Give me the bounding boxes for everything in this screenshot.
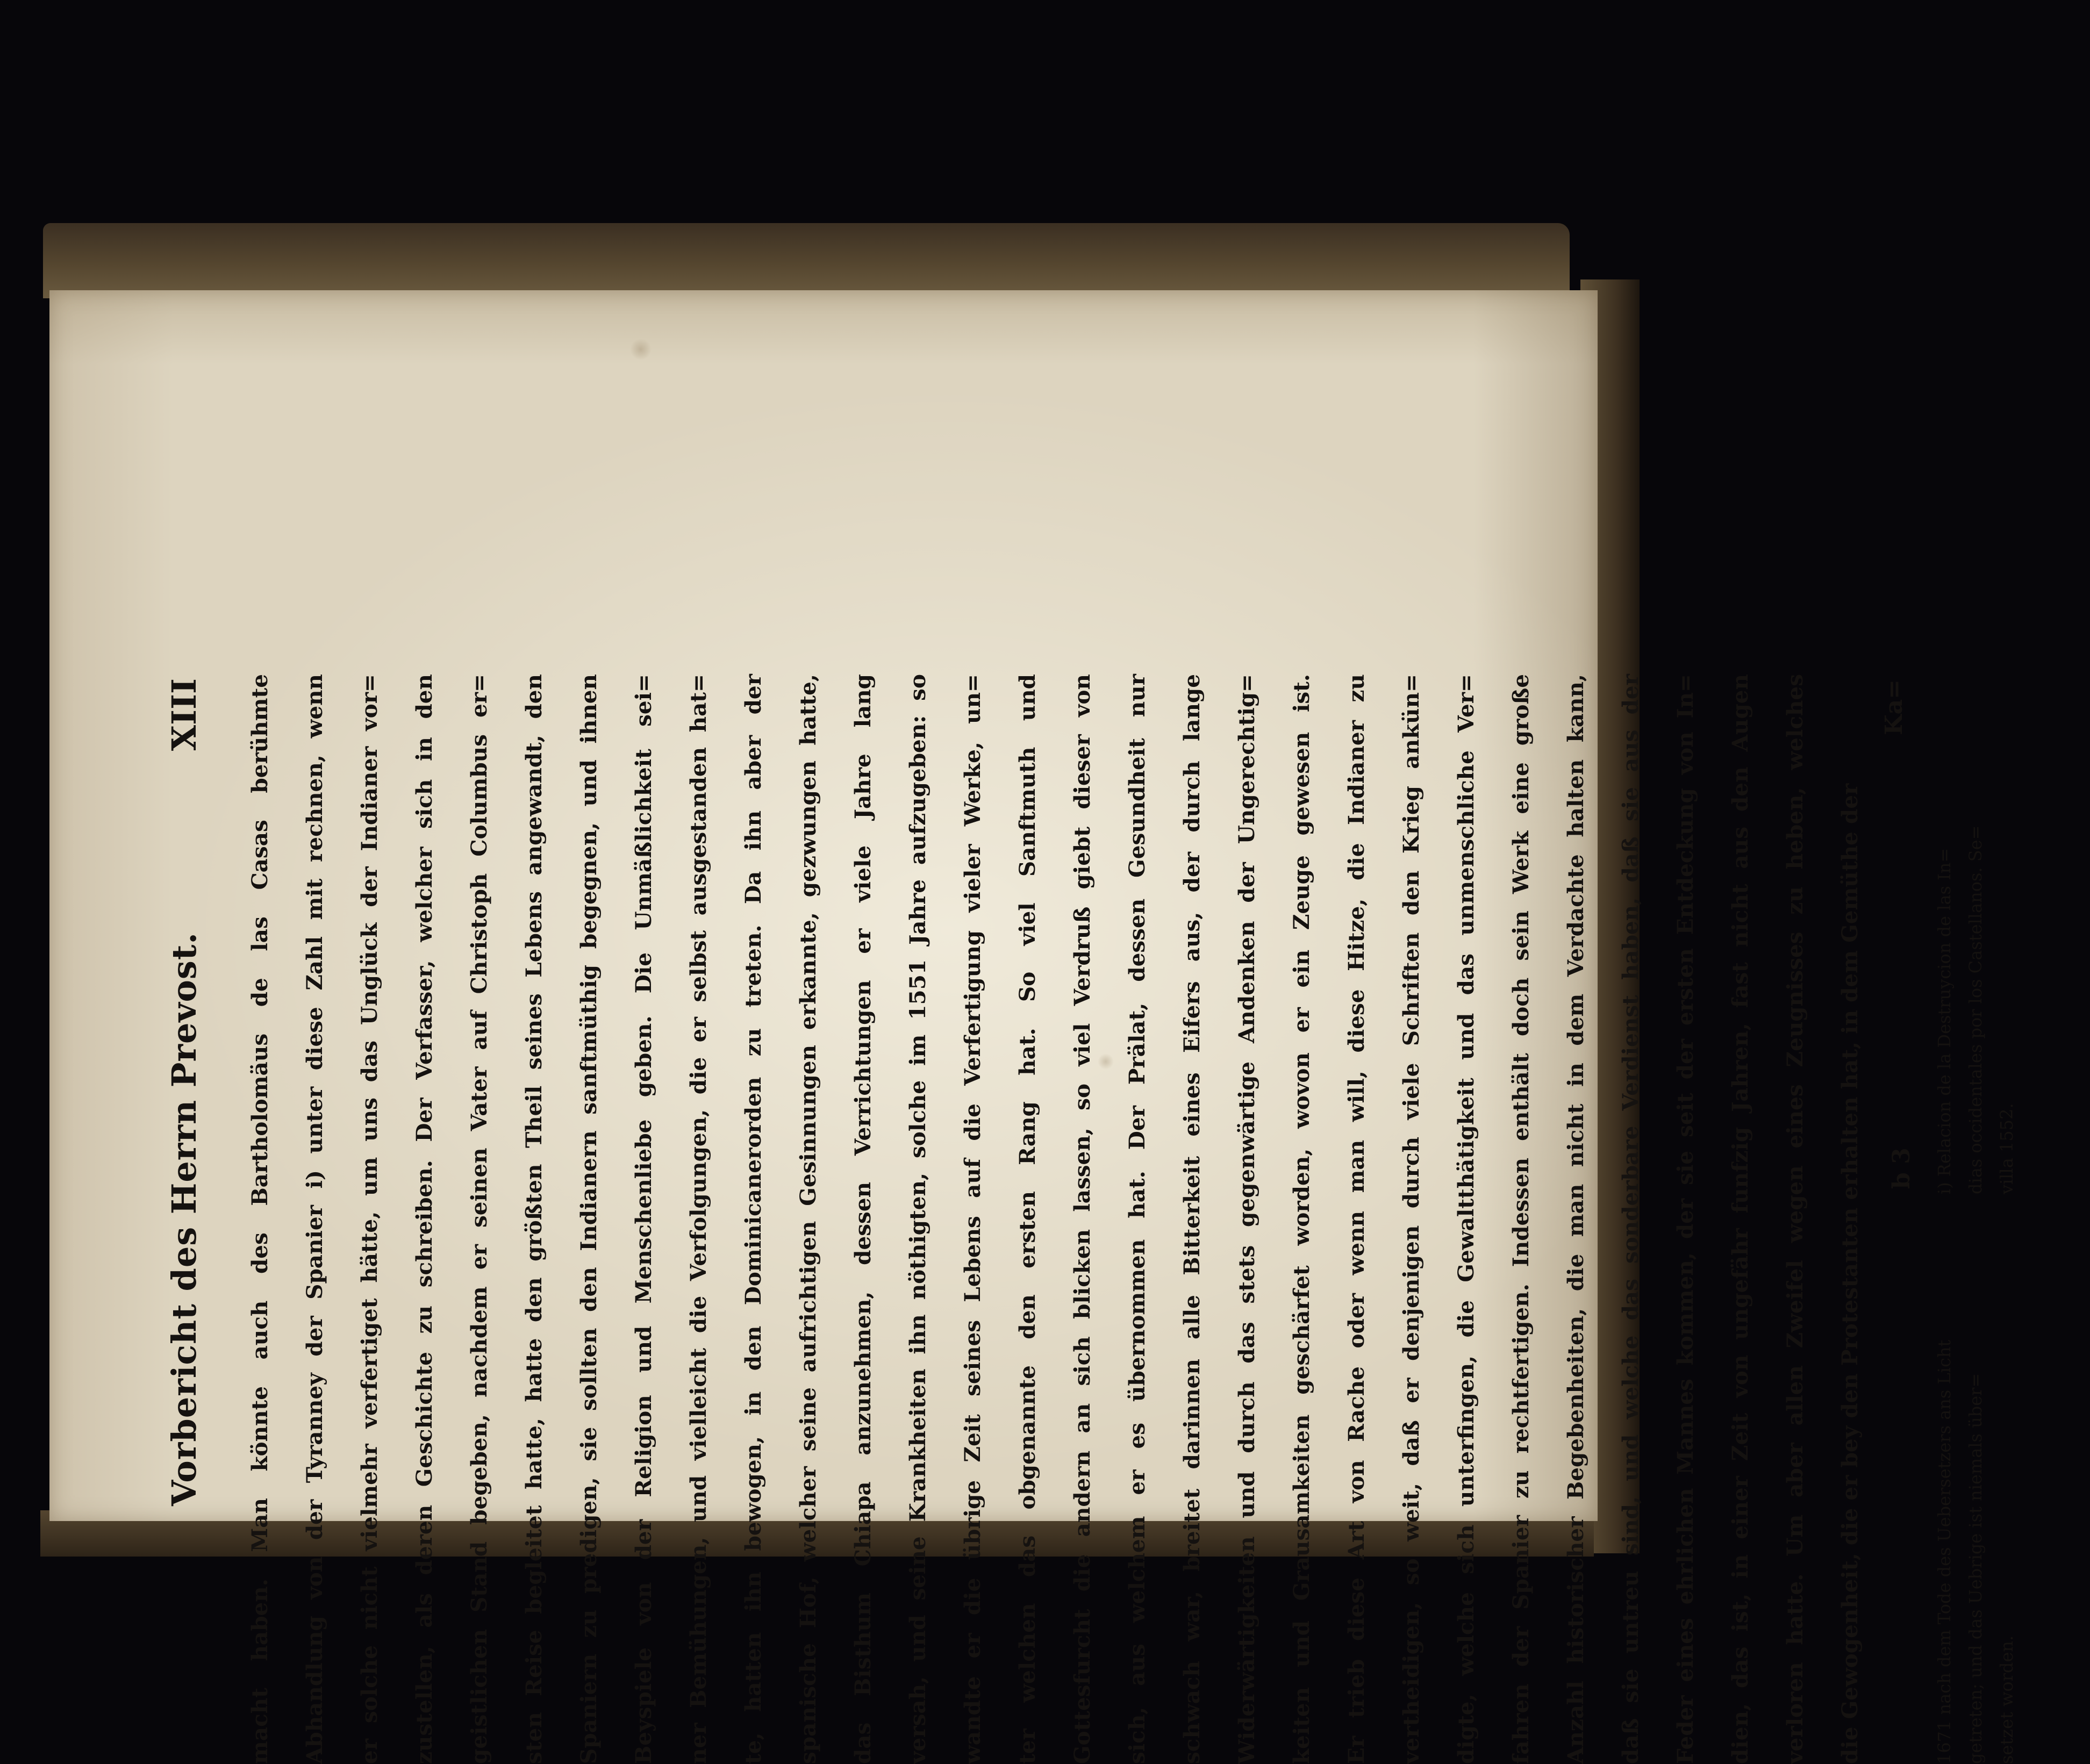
body-text [232,674,1877,1764]
catchword: Ka= [1880,679,1908,735]
footnote-line: i) Relacion de la Destruycion de las In= [1934,848,1955,1194]
body-line: daß sie untreu sind, und welche das sonderbare Verdienst haben, daß sie aus der [1617,674,1643,1764]
body-line: Feder eines ehrlichen Mannes kommen, der sie seit der ersten Entdeckung von In= [1672,674,1698,1764]
body-line: schwach war, breitet darinnen alle Bitterkeit eines Eifers aus, der durch lange [1179,674,1205,1764]
body-line: wandte er die übrige Zeit seines Lebens auf die Verfertigung vieler Werke, un= [960,674,985,1764]
body-line: digte, welche sich unterfingen, die Gewaltthätigkeit und das unmenschliche Ver= [1453,674,1479,1764]
footnote-line: getreten; und das Uebrige ist niemals über= [1965,1373,1986,1764]
footnote-continued [1929,1339,2022,1764]
body-line: er solche nicht vielmehr verfertiget hätte, um uns das Unglück der Indianer vor= [356,674,382,1764]
body-line: zustellen, als deren Geschichte zu schreiben. Der Verfasser, welcher sich in den [411,674,437,1764]
body-line: Abhandlung von der Tyranney der Spanier i) unter diese Zahl mit rechnen, wenn [302,674,327,1764]
body-line: keiten und Grausamkeiten geschärfet worden, wovon er ein Zeuge gewesen ist. [1289,674,1314,1764]
body-line: macht haben. Man könnte auch des Bartholomäus de las Casas berühmte [247,674,273,1764]
footnote-line: setzet worden. [1996,1635,2017,1764]
body-line: geistlichen Stand begeben, nachdem er seinen Vater auf Christoph Columbus er= [466,674,492,1764]
body-line: verloren hatte. Um aber allen Zweifel wegen eines Zeugnisses zu heben, welches [1782,674,1808,1764]
header-title: Vorbericht des Herrn Prevost. [164,931,204,1507]
footnote-line: 1671 nach dem Tode des Uebersetzers ans Licht [1934,1339,1955,1764]
body-line: Widerwärtigkeiten und durch das stets gegenwärtige Andenken der Ungerechtig= [1234,674,1259,1764]
body-line: sich, aus welchem er es übernommen hat. Der Prälat, dessen Gesundheit nur [1124,674,1150,1764]
page-number: XIII [164,678,204,751]
footnote-line: villa 1552. [1996,1103,2017,1194]
footnote-i [1929,678,2022,1194]
footnote-line: dias occidentales por los Castellanos. Se= [1965,825,1986,1194]
book-page [49,290,2017,1764]
signature-row [1877,674,1929,1764]
body-line: sten Reise begleitet hatte, hatte den größten Theil seines Lebens angewandt, den [521,674,547,1764]
body-line: te, hatten ihn bewogen, in den Dominicanerorden zu treten. Da ihn aber der [740,674,766,1764]
book-cover-top-edge [43,223,1570,298]
body-line: Er trieb diese Art von Rache oder wenn man will, diese Hitze, die Indianer zu [1343,674,1369,1764]
body-line: ter welchen das obgenannte den ersten Rang hat. So viel Sanftmuth und [1014,674,1040,1764]
signature-mark: b 3 [1888,1148,1915,1189]
paper-stain [630,339,652,360]
body-line: dien, das ist, in einer Zeit von ungefähr funfzig Jahren, fast nicht aus den Augen [1727,674,1753,1764]
body-line: ner Bemühungen, und vielleicht die Verfolgungen, die er selbst ausgestanden hat= [685,674,711,1764]
body-line: spanische Hof, welcher seine aufrichtigen Gesinnungen erkannte, gezwungen hatte, [795,674,821,1764]
body-line: das Bisthum Chiapa anzunehmen, dessen Verrichtungen er viele Jahre lang [850,674,876,1764]
body-line: Spaniern zu predigen, sie sollten den Indianern sanftmüthig begegnen, und ihnen [576,674,602,1764]
body-line: fahren der Spanier zu rechtfertigen. Indessen enthält doch sein Werk eine große [1508,674,1534,1764]
body-line: versah, und seine Krankheiten ihn nöthigten, solche im 1551 Jahre aufzugeben: so [905,674,931,1764]
printed-text-block [146,674,2017,1764]
body-line: Gottesfurcht die andern an sich blicken lassen, so viel Verdruß giebt dieser von [1069,674,1095,1764]
body-line: Beyspiele von der Religion und Menschenliebe geben. Die Unmäßlichkeit sei= [631,674,656,1764]
body-line: die Gewogenheit, die er bey den Protestanten erhalten hat, in dem Gemüthe der [1837,783,1863,1764]
body-line: Anzahl historischer Begebenheiten, die man nicht in dem Verdachte halten kann, [1563,674,1588,1764]
footnotes [1929,674,2090,1764]
body-line: vertheidigen, so weit, daß er denjenigen durch viele Schriften den Krieg ankün= [1398,674,1424,1764]
running-header [146,674,232,1764]
